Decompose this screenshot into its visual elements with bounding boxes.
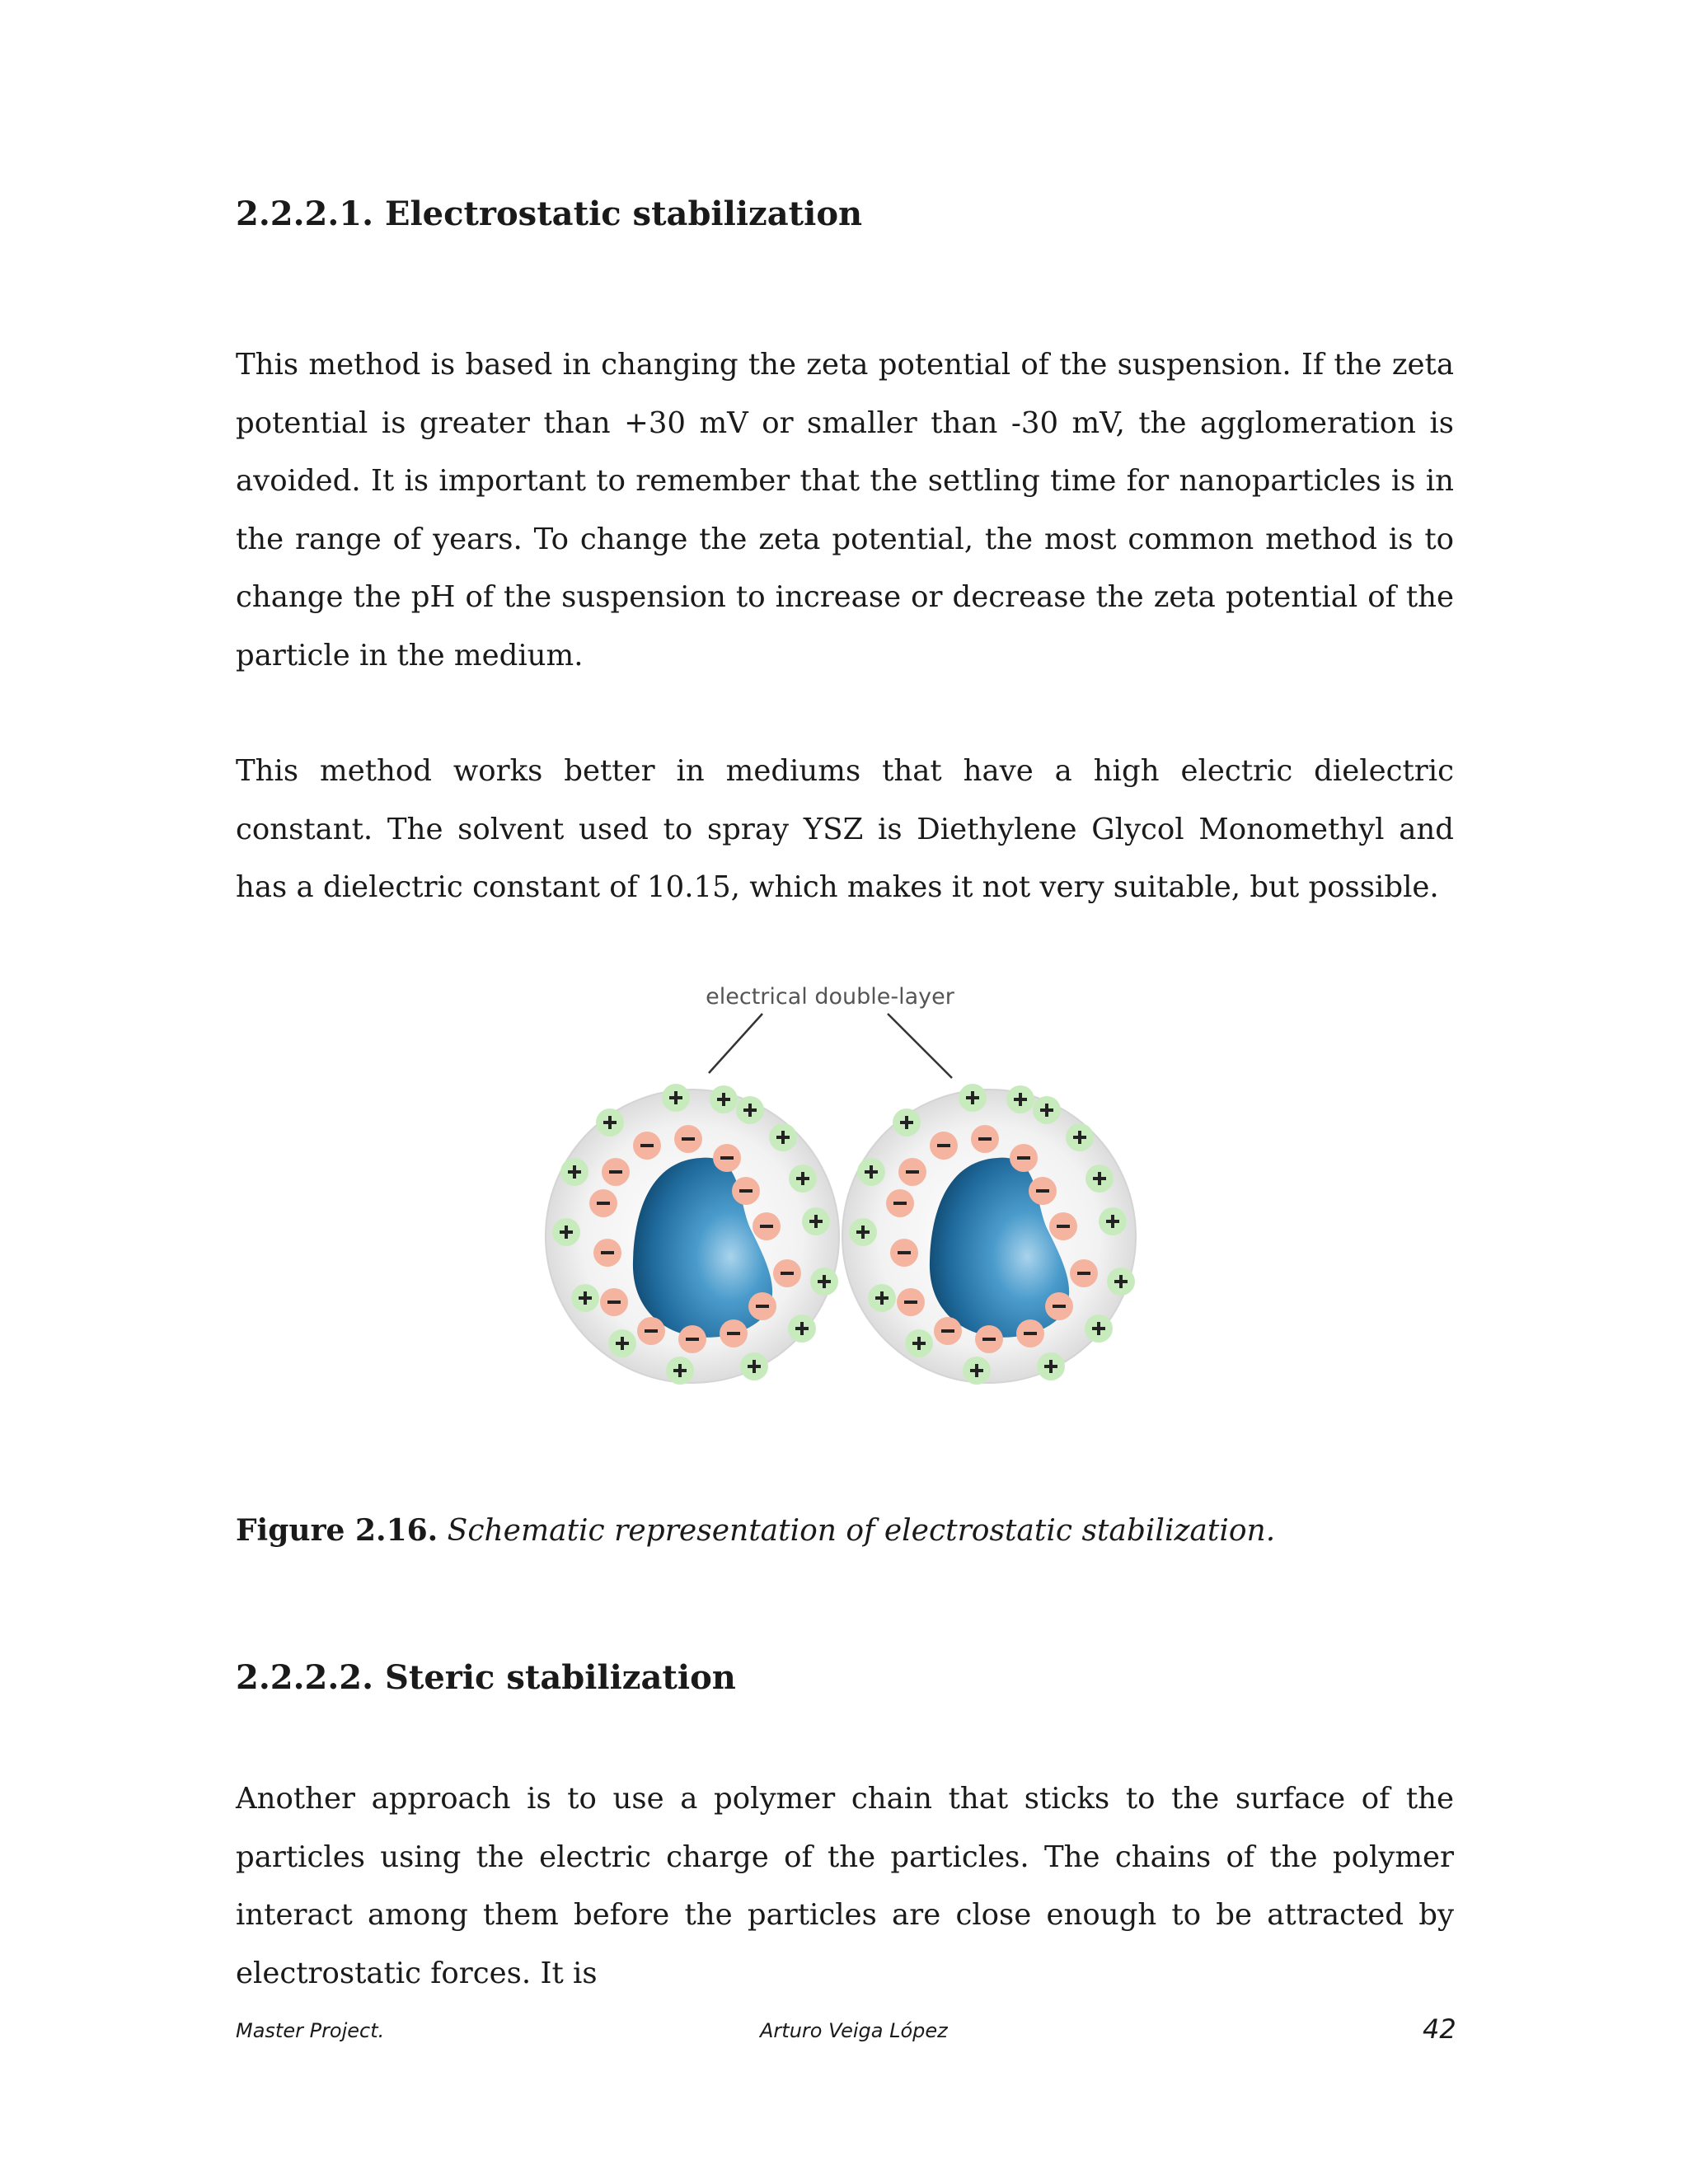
positive-ion <box>802 1207 830 1235</box>
positive-ion <box>596 1108 624 1137</box>
negative-ion <box>773 1259 801 1287</box>
figure-caption <box>236 1513 1275 1548</box>
positive-ion <box>788 1315 816 1343</box>
negative-ion <box>1016 1319 1044 1347</box>
positive-ion <box>1033 1096 1061 1124</box>
negative-ion <box>1070 1259 1098 1287</box>
negative-ion <box>898 1158 926 1186</box>
negative-ion <box>1045 1292 1073 1320</box>
negative-ion <box>886 1189 914 1217</box>
figure-annotation: electrical double-layer <box>706 984 954 1010</box>
negative-ion <box>633 1132 661 1160</box>
positive-ion <box>1037 1352 1065 1380</box>
positive-ion <box>789 1165 817 1193</box>
paragraph: This method is based in changing the zeta potential of the suspension. If the zeta potential is greater than +30 mV or smaller than -30 mV, the agglomeration is avoided. It is important to remember that the settling time for nanoparticles is in the range of years. To change the zeta potential, the most common method is to change the pH of the suspension to increase or decrease the zeta potential of the particle in the medium. <box>236 348 1454 673</box>
negative-ion <box>674 1125 702 1153</box>
pointer-line <box>709 1014 762 1073</box>
electrical-double-layer-figure <box>544 974 1146 1386</box>
positive-ion <box>857 1158 885 1186</box>
negative-ion <box>1029 1177 1057 1205</box>
negative-ion <box>890 1239 918 1267</box>
negative-ion <box>897 1288 925 1316</box>
positive-ion <box>893 1108 921 1137</box>
positive-ion <box>810 1268 838 1296</box>
positive-ion <box>608 1329 636 1357</box>
positive-ion <box>1107 1268 1135 1296</box>
negative-ion <box>930 1132 958 1160</box>
page-number: 42 <box>1423 2013 1456 2045</box>
positive-ion <box>1006 1085 1034 1113</box>
positive-ion <box>905 1329 933 1357</box>
positive-ion <box>959 1084 987 1112</box>
negative-ion <box>934 1317 962 1345</box>
figure-caption-label: Figure 2.16. <box>236 1513 438 1548</box>
figure-caption-text: Schematic representation of electrostatic stabilization. <box>447 1514 1276 1548</box>
negative-ion <box>637 1317 665 1345</box>
positive-ion <box>963 1357 991 1385</box>
positive-ion <box>769 1123 797 1151</box>
positive-ion <box>736 1096 764 1124</box>
section-heading-electrostatic: 2.2.2.1. Electrostatic stabilization <box>236 194 863 233</box>
negative-ion <box>593 1239 621 1267</box>
positive-ion <box>868 1284 896 1312</box>
negative-ion <box>1010 1144 1038 1172</box>
positive-ion <box>1066 1123 1094 1151</box>
negative-ion <box>713 1144 741 1172</box>
negative-ion <box>602 1158 630 1186</box>
paragraph: Another approach is to use a polymer chain that sticks to the surface of the particles using the electric charge of the particles. The chains of the polymer interact among them before the particles are close enough to be attracted by electrostatic forces. It is <box>236 1782 1454 1990</box>
negative-ion <box>971 1125 999 1153</box>
negative-ion <box>753 1212 781 1240</box>
positive-ion <box>849 1218 877 1246</box>
positive-ion <box>666 1357 694 1385</box>
positive-ion <box>1085 1165 1114 1193</box>
negative-ion <box>732 1177 760 1205</box>
footer-project: Master Project. <box>236 2019 385 2042</box>
negative-ion <box>975 1325 1003 1353</box>
positive-ion <box>1099 1207 1127 1235</box>
particle-left <box>546 1084 839 1385</box>
negative-ion <box>748 1292 776 1320</box>
positive-ion <box>571 1284 599 1312</box>
positive-ion <box>740 1352 768 1380</box>
positive-ion <box>560 1158 588 1186</box>
positive-ion <box>662 1084 690 1112</box>
positive-ion <box>710 1085 738 1113</box>
negative-ion <box>1049 1212 1077 1240</box>
negative-ion <box>720 1319 748 1347</box>
positive-ion <box>1085 1315 1113 1343</box>
negative-ion <box>678 1325 706 1353</box>
negative-ion <box>600 1288 628 1316</box>
particle-right <box>842 1084 1136 1385</box>
section-heading-steric: 2.2.2.2. Steric stabilization <box>236 1658 736 1697</box>
paragraph: This method works better in mediums that have a high electric dielectric constant. The solvent used to spray YSZ is Diethylene Glycol Monomethyl and has a dielectric constant of 10.15, which makes it not very suitable, but possible. <box>236 754 1454 904</box>
footer-author: Arturo Veiga López <box>760 2019 948 2042</box>
negative-ion <box>589 1189 617 1217</box>
pointer-line <box>888 1014 952 1078</box>
positive-ion <box>552 1218 580 1246</box>
